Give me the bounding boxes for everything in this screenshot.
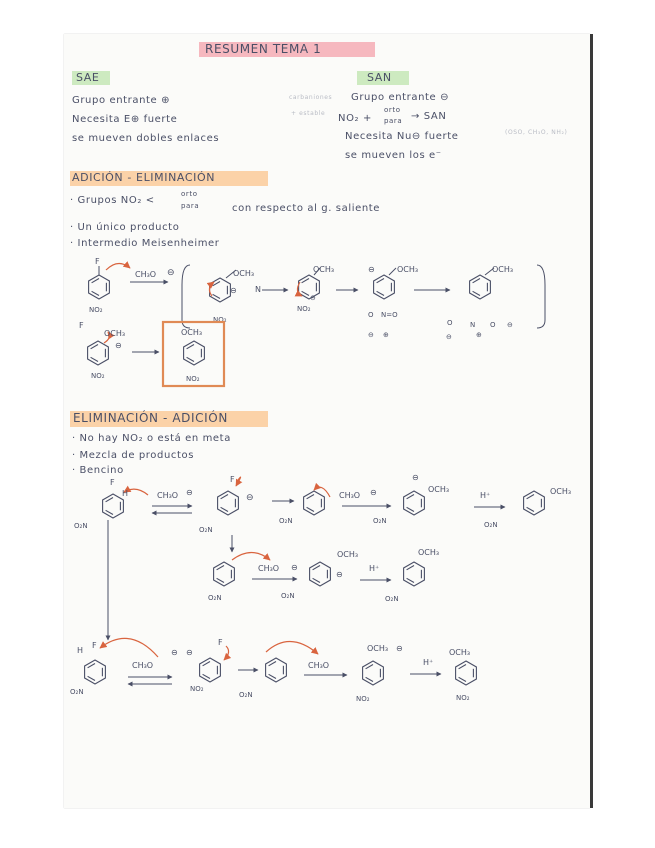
section1-bullet-1-orto: orto bbox=[181, 190, 198, 198]
chem-label-och3: OCH₃ bbox=[492, 265, 514, 274]
chem-label-minus: ⊖ bbox=[115, 341, 122, 350]
chem-label-och3: OCH₃ bbox=[104, 329, 126, 338]
section1-bullet-2: · Un único producto bbox=[70, 222, 180, 233]
chem-label-och3: OCH₃ bbox=[313, 265, 335, 274]
chem-label-no2: NO₂ bbox=[91, 372, 105, 380]
chem-label-minus: ⊖ bbox=[186, 648, 193, 657]
chem-label-no2: NO₂ bbox=[356, 695, 370, 703]
chem-label-o2n: O₂N bbox=[484, 521, 498, 529]
chem-label-no2: NO₂ bbox=[190, 685, 204, 693]
chem-label-ch3o: CH₃O bbox=[135, 270, 157, 279]
sae-line-2: Necesita E⊕ fuerte bbox=[72, 114, 178, 125]
section1-bullet-1-post: con respecto al g. saliente bbox=[232, 203, 381, 214]
section2-bullet-1: · No hay NO₂ o está en meta bbox=[72, 433, 231, 444]
electron-push-arrow bbox=[236, 477, 241, 486]
chem-label-och3: OCH₃ bbox=[367, 644, 389, 653]
chem-label-plus: ⊕ bbox=[476, 331, 482, 339]
chem-label-no2: NO₂ bbox=[456, 694, 470, 702]
chem-label-o2n: O₂N bbox=[70, 688, 84, 696]
electron-push-arrow bbox=[266, 641, 318, 654]
chem-label-minus: ⊖ bbox=[446, 333, 452, 341]
chem-label-minus: ⊖ bbox=[230, 286, 237, 295]
section2-bullet-2: · Mezcla de productos bbox=[72, 450, 195, 461]
san-faint-note-2: + estable bbox=[291, 110, 326, 117]
chem-label-o: O bbox=[447, 319, 453, 327]
chem-label-f: F bbox=[92, 641, 97, 650]
chem-label-och3: OCH₃ bbox=[418, 548, 440, 557]
chem-label-f: F bbox=[95, 257, 100, 266]
chem-label-o: O bbox=[490, 321, 496, 329]
san-line-3: Necesita Nu⊖ fuerte bbox=[345, 131, 459, 142]
section1-bullet-1-pre: · Grupos NO₂ < bbox=[70, 195, 155, 206]
chem-label-h_plus: H⁺ bbox=[369, 564, 380, 573]
chem-label-och3: OCH₃ bbox=[181, 328, 203, 337]
chem-label-n: N bbox=[255, 285, 261, 294]
chem-label-o2n: O₂N bbox=[385, 595, 399, 603]
chem-label-o2n: O₂N bbox=[239, 691, 253, 699]
section1-bullet-1-para: para bbox=[181, 202, 200, 210]
electron-push-arrow bbox=[232, 553, 270, 561]
chem-label-f: F bbox=[110, 478, 115, 487]
chem-label-ch3o: CH₃O bbox=[258, 564, 280, 573]
chem-label-ch3o: CH₃O bbox=[157, 491, 179, 500]
sae-line-3: se mueven dobles enlaces bbox=[72, 133, 220, 144]
chem-label-h: H bbox=[77, 646, 84, 655]
chem-label-f: F bbox=[79, 321, 84, 330]
chem-label-ch3o: CH₃O bbox=[339, 491, 361, 500]
chem-label-minus: ⊖ bbox=[368, 331, 374, 339]
section2-heading: ELIMINACIÓN - ADICIÓN bbox=[73, 411, 228, 425]
chem-label-o2n: O₂N bbox=[74, 522, 88, 530]
electron-push-arrow bbox=[224, 646, 229, 660]
chem-label-minus: ⊖ bbox=[336, 570, 343, 579]
electron-push-arrow bbox=[100, 638, 158, 657]
chem-label-o2n: O₂N bbox=[281, 592, 295, 600]
chem-label-h: H bbox=[122, 489, 129, 498]
page-title: RESUMEN TEMA 1 bbox=[205, 42, 322, 56]
chem-label-ch3o: CH₃O bbox=[308, 661, 330, 670]
chem-label-och3: OCH₃ bbox=[397, 265, 419, 274]
san-line-2-para: para bbox=[384, 117, 403, 125]
chem-label-h_plus: H⁺ bbox=[480, 491, 491, 500]
chem-label-no2: NO₂ bbox=[186, 375, 200, 383]
san-line-2-pre: NO₂ + bbox=[338, 113, 372, 124]
chem-label-h_plus: H⁺ bbox=[423, 658, 434, 667]
chem-label-plus: ⊕ bbox=[383, 331, 389, 339]
chem-label-n_eq_o: N=O bbox=[381, 311, 398, 319]
chem-label-o2n: O₂N bbox=[373, 517, 387, 525]
chem-label-minus: ⊖ bbox=[246, 493, 254, 503]
chem-label-och3: OCH₃ bbox=[233, 269, 255, 278]
sae-heading: SAE bbox=[76, 71, 100, 84]
bracket-right bbox=[537, 265, 545, 328]
chem-label-minus: ⊖ bbox=[171, 648, 178, 657]
chem-label-minus: ⊖ bbox=[370, 488, 377, 497]
san-line-2-post: → SAN bbox=[411, 111, 447, 122]
chem-label-och3: OCH₃ bbox=[428, 485, 450, 494]
chem-label-ch3o: CH₃O bbox=[132, 661, 154, 670]
san-line-2-orto: orto bbox=[384, 106, 401, 114]
chem-label-och3: OCH₃ bbox=[550, 487, 572, 496]
chem-label-o2n: O₂N bbox=[279, 517, 293, 525]
chem-label-no2: NO₂ bbox=[213, 316, 227, 324]
chem-label-f: F bbox=[218, 638, 223, 647]
electron-push-arrow bbox=[106, 263, 130, 270]
chem-label-minus: ⊖ bbox=[291, 563, 298, 572]
section2-bullet-3: · Bencino bbox=[72, 465, 124, 476]
san-line-1: Grupo entrante ⊖ bbox=[351, 92, 450, 103]
chem-label-och3: OCH₃ bbox=[337, 550, 359, 559]
san-line-4: se mueven los e⁻ bbox=[345, 150, 442, 161]
san-faint-note-1: carbaniones bbox=[289, 94, 333, 101]
chem-label-minus: ⊖ bbox=[507, 321, 513, 329]
chem-label-minus: ⊖ bbox=[186, 488, 193, 497]
chem-label-o2n: O₂N bbox=[199, 526, 213, 534]
chem-label-minus: ⊖ bbox=[396, 644, 403, 653]
bond-line bbox=[389, 268, 396, 275]
san-faint-note-3: (OSO, CH₃O, NH₂) bbox=[505, 129, 568, 136]
chem-label-och3: OCH₃ bbox=[449, 648, 471, 657]
san-heading: SAN bbox=[367, 71, 392, 84]
chem-label-minus: ⊖ bbox=[412, 473, 419, 482]
chem-label-no2: NO₂ bbox=[89, 306, 103, 314]
chem-label-n: N bbox=[470, 321, 476, 329]
chem-label-f: F bbox=[230, 475, 235, 484]
chem-label-minus: ⊖ bbox=[368, 265, 375, 274]
chem-label-o2n: O₂N bbox=[208, 594, 222, 602]
section1-bullet-3: · Intermedio Meisenheimer bbox=[70, 238, 220, 249]
chem-label-minus: ⊖ bbox=[167, 268, 175, 278]
sae-line-1: Grupo entrante ⊕ bbox=[72, 95, 171, 106]
bracket-left bbox=[182, 265, 190, 328]
chem-label-no2: NO₂ bbox=[297, 305, 311, 313]
section1-heading: ADICIÓN - ELIMINACIÓN bbox=[72, 171, 216, 184]
chem-label-o: O bbox=[368, 311, 374, 319]
chem-label-minus: ⊖ bbox=[310, 294, 316, 302]
